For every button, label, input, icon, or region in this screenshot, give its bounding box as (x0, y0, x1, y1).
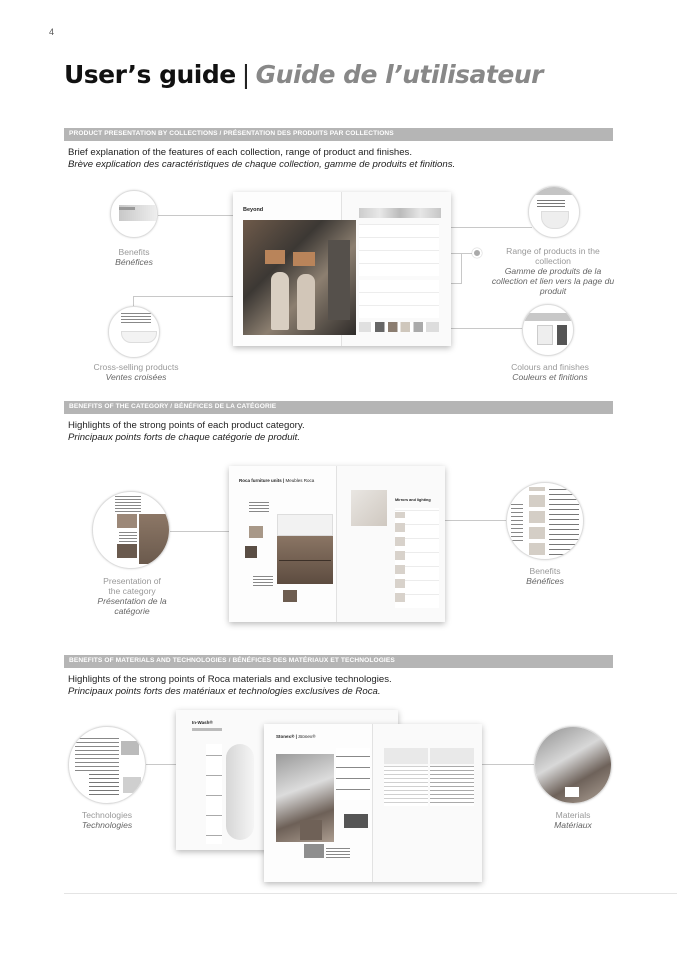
section-bar-collections: PRODUCT PRESENTATION BY COLLECTIONS / PRÉSENTATION DES PRODUITS PAR COLLECTIONS (64, 128, 613, 141)
page-title (64, 60, 543, 89)
spread-title: Beyond (243, 207, 264, 213)
spread-title-back: In-Wash® (192, 720, 213, 725)
label-benefits: Benefits Bénéfices (115, 247, 153, 267)
spread-right-page-grid (359, 206, 447, 340)
title-en: User’s guide (64, 60, 236, 89)
desc-fr: Brève explication des caractéristiques de chaque collection, gamme de produits et finitions. (68, 159, 456, 170)
label-technologies: Technologies Technologies (81, 810, 133, 830)
catalog-spread-category (229, 466, 445, 622)
technologies-circle (68, 726, 146, 804)
bottom-rule (64, 893, 677, 894)
connector-line (482, 764, 534, 765)
colours-finishes-circle (522, 304, 574, 356)
section-desc-materials: Highlights of the strong points of Roca materials and exclusive technologies. Principaux points forts des matériaux et technologies exclusives de Roca. (68, 674, 392, 697)
title-separator: | (241, 60, 250, 89)
link-marker-icon (472, 248, 482, 258)
page-number: 4 (49, 27, 55, 37)
benefits-detail-circle (110, 190, 158, 238)
label-colours-finishes: Colours and finishes Couleurs et finitions (511, 362, 589, 382)
connector-line (170, 531, 232, 532)
label-range-products: Range of products in the collection Gamme de produits de la collection et lien vers la page du produit (491, 246, 615, 296)
label-category-benefits: Benefits Bénéfices (526, 566, 564, 586)
bathroom-photo (243, 220, 356, 335)
category-benefits-circle (506, 482, 584, 560)
connector-line (437, 227, 532, 228)
spread-title-front: Stonex® | Stonex® (276, 734, 316, 739)
connector-line (158, 215, 234, 216)
catalog-spread-collections (233, 192, 451, 346)
label-category-presentation: Presentation of the category Présentation de la catégorie (97, 576, 167, 616)
category-presentation-circle (92, 491, 170, 569)
connector-line (444, 520, 506, 521)
spread-subtitle: Mirrors and lighting (395, 498, 431, 502)
title-fr: Guide de l’utilisateur (255, 60, 543, 89)
section-desc-category: Highlights of the strong points of each product category. Principaux points forts de chaque catégorie de produit. (68, 420, 305, 443)
label-cross-selling: Cross-selling products Ventes croisées (93, 362, 179, 382)
range-products-circle (528, 186, 580, 238)
section-bar-materials: BENEFITS OF MATERIALS AND TECHNOLOGIES / BÉNÉFICES DES MATÉRIAUX ET TECHNOLOGIES (64, 655, 613, 668)
materials-circle (534, 726, 612, 804)
section-bar-category: BENEFITS OF THE CATEGORY / BÉNÉFICES DE LA CATÉGORIE (64, 401, 613, 414)
cross-selling-circle (108, 306, 160, 358)
catalog-spread-materials (264, 724, 482, 882)
section-desc-collections (68, 147, 588, 171)
spread-left-page (233, 192, 342, 346)
spread-title: Roca furniture units | Meubles Roca (239, 478, 315, 483)
connector-line (461, 253, 462, 283)
desc-en: Brief explanation of the features of each collection, range of product and finishes. (68, 147, 412, 158)
label-materials: Materials Matériaux (554, 810, 592, 830)
